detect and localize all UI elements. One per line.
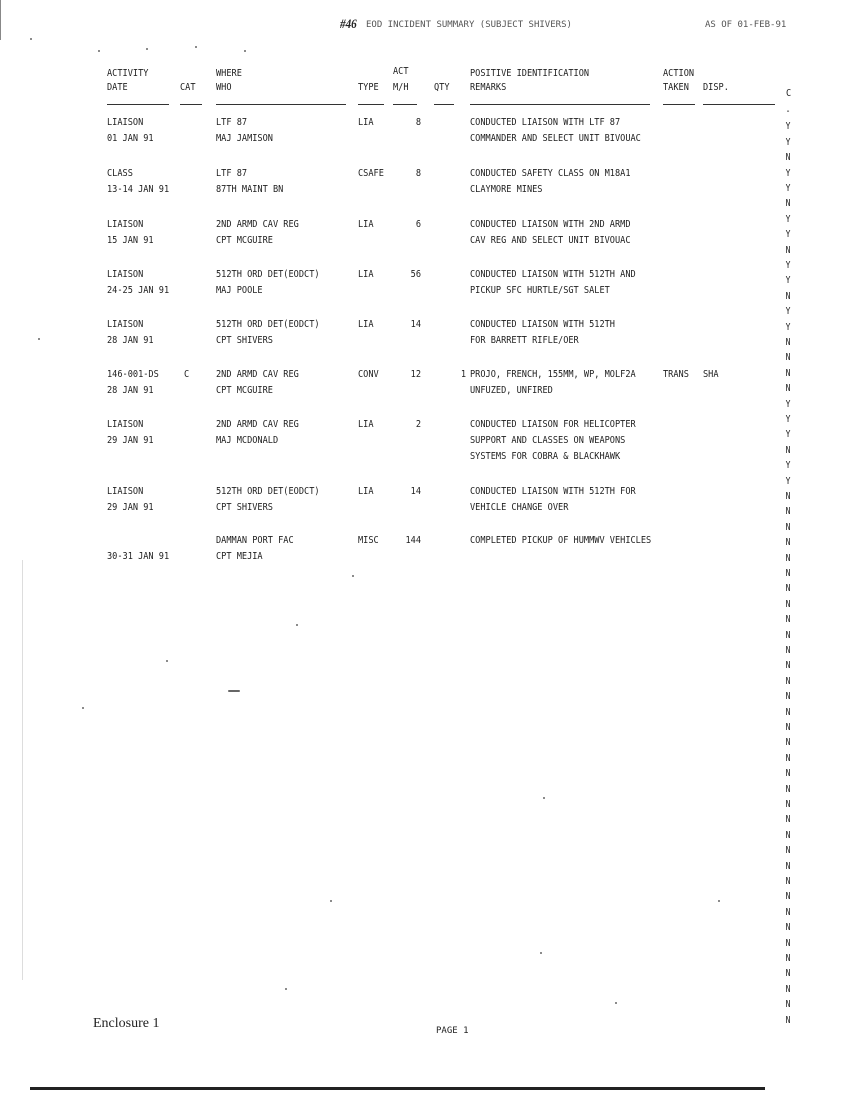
bottom-border xyxy=(30,1087,765,1090)
flag-mark: N xyxy=(785,829,791,841)
flag-mark: N xyxy=(785,629,791,641)
date-cell: 29 JAN 91 xyxy=(107,435,154,446)
flag-mark: Y xyxy=(785,213,791,225)
activity-cell: LIAISON xyxy=(107,269,144,280)
flag-mark: Y xyxy=(785,414,791,425)
scan-speck xyxy=(615,1002,617,1004)
remarks-line: VEHICLE CHANGE OVER xyxy=(470,502,569,513)
header-date: AS OF 01-FEB-91 xyxy=(705,20,787,30)
where-cell: 2ND ARMD CAV REG xyxy=(216,369,299,380)
mh-cell: 8 xyxy=(415,168,421,179)
col-date: DATE xyxy=(107,82,128,93)
remarks-line: CAV REG AND SELECT UNIT BIVOUAC xyxy=(470,235,631,246)
flag-mark: Y xyxy=(785,229,791,241)
flag-mark: N xyxy=(785,860,791,872)
mh-cell: 144 xyxy=(405,535,421,546)
flag-mark: N xyxy=(785,290,791,302)
type-cell: LIA xyxy=(358,219,374,230)
mh-cell: 2 xyxy=(415,419,421,430)
flag-mark: N xyxy=(785,598,791,610)
date-cell: 01 JAN 91 xyxy=(107,133,154,144)
who-cell: CPT MCGUIRE xyxy=(216,235,273,246)
remarks-line: SYSTEMS FOR COBRA & BLACKHAWK xyxy=(470,451,621,462)
scan-speck xyxy=(98,50,100,52)
action-taken-cell: TRANS xyxy=(663,369,689,380)
flag-mark: N xyxy=(785,244,791,256)
flag-mark: N xyxy=(785,1014,791,1026)
flag-mark: Y xyxy=(785,275,791,287)
col-disp: DISP. xyxy=(703,82,729,93)
flag-mark: N xyxy=(785,891,791,903)
flag-mark: N xyxy=(785,691,791,703)
mh-cell: 6 xyxy=(415,219,421,230)
type-cell: MISC xyxy=(358,535,379,546)
mh-cell: 14 xyxy=(410,319,421,330)
flag-mark: Y xyxy=(785,321,791,333)
date-cell: 29 JAN 91 xyxy=(107,502,154,513)
mh-cell: 8 xyxy=(415,117,421,128)
remarks-line: CONDUCTED LIAISON FOR HELICOPTER xyxy=(470,419,636,430)
who-cell: MAJ MCDONALD xyxy=(216,435,279,446)
flag-mark: Y xyxy=(785,398,791,410)
scan-speck xyxy=(330,900,332,902)
flag-mark: N xyxy=(785,999,791,1011)
remarks-line: CONDUCTED LIAISON WITH LTF 87 xyxy=(470,117,621,128)
col-type: TYPE xyxy=(358,82,379,93)
scan-speck xyxy=(244,50,246,52)
flag-mark: N xyxy=(785,352,791,364)
col-cat: CAT xyxy=(180,82,196,93)
flag-mark: Y xyxy=(785,260,791,271)
flag-mark: N xyxy=(785,906,791,918)
flag-mark: Y xyxy=(785,475,791,487)
who-cell: CPT SHIVERS xyxy=(216,502,273,513)
col-positive-id: POSITIVE IDENTIFICATION xyxy=(470,68,590,79)
scan-speck xyxy=(296,624,298,626)
scan-speck xyxy=(38,338,40,340)
flag-mark: N xyxy=(785,937,791,949)
header-rule xyxy=(393,104,417,105)
who-cell: CPT SHIVERS xyxy=(216,335,273,346)
where-cell: LTF 87 xyxy=(216,117,248,128)
handwritten-note: #46 xyxy=(340,16,357,31)
disp-cell: SHA xyxy=(703,369,719,380)
remarks-line: CLAYMORE MINES xyxy=(470,184,543,195)
flag-mark: N xyxy=(785,444,791,456)
qty-cell: 1 xyxy=(460,369,466,380)
scan-speck xyxy=(228,690,240,692)
flag-mark: N xyxy=(785,752,791,764)
flag-mark: - xyxy=(785,106,791,117)
who-cell: MAJ JAMISON xyxy=(216,133,273,144)
flag-mark: N xyxy=(785,198,791,210)
where-cell: 512TH ORD DET(EODCT) xyxy=(216,486,320,497)
flag-mark: N xyxy=(785,521,791,533)
flag-mark: N xyxy=(785,799,791,810)
flag-mark: N xyxy=(785,722,791,733)
flag-mark: Y xyxy=(785,429,791,441)
remarks-line: CONDUCTED SAFETY CLASS ON M18A1 xyxy=(470,168,631,179)
scan-speck xyxy=(30,38,32,40)
col-activity: ACTIVITY xyxy=(107,68,149,79)
header-rule xyxy=(216,104,346,105)
scan-speck xyxy=(82,707,84,709)
flag-mark: N xyxy=(785,568,791,579)
activity-cell: LIAISON xyxy=(107,117,144,128)
scan-speck xyxy=(195,46,197,48)
flag-mark: N xyxy=(785,968,791,980)
flag-mark: N xyxy=(785,152,791,164)
type-cell: LIA xyxy=(358,319,374,330)
type-cell: CONV xyxy=(358,369,379,380)
header-rule xyxy=(703,104,775,105)
flag-mark: N xyxy=(785,983,791,995)
col-mh: M/H xyxy=(393,82,409,93)
type-cell: LIA xyxy=(358,419,374,430)
date-cell: 28 JAN 91 xyxy=(107,385,154,396)
flag-mark: N xyxy=(785,737,791,749)
cat-cell: C xyxy=(184,369,190,380)
remarks-line: PROJO, FRENCH, 155MM, WP, MOLF2A xyxy=(470,369,636,380)
flag-mark: Y xyxy=(785,121,791,133)
flag-mark: Y xyxy=(785,167,791,179)
where-cell: 512TH ORD DET(EODCT) xyxy=(216,319,320,330)
type-cell: LIA xyxy=(358,269,374,280)
flag-mark: N xyxy=(785,491,791,502)
col-taken: TAKEN xyxy=(663,82,689,93)
flag-mark: N xyxy=(785,614,791,626)
scan-edge xyxy=(22,560,23,980)
col-qty: QTY xyxy=(434,82,450,93)
activity-cell: CLASS xyxy=(107,168,133,179)
header-rule xyxy=(663,104,695,105)
header-rule xyxy=(470,104,650,105)
remarks-line: CONDUCTED LIAISON WITH 512TH AND xyxy=(470,269,636,280)
remarks-line: UNFUZED, UNFIRED xyxy=(470,385,553,396)
col-who: WHO xyxy=(216,82,232,93)
header-rule xyxy=(434,104,454,105)
flag-mark: N xyxy=(785,922,791,934)
type-cell: CSAFE xyxy=(358,168,384,179)
flag-mark: N xyxy=(785,675,791,687)
remarks-line: SUPPORT AND CLASSES ON WEAPONS xyxy=(470,435,626,446)
mh-cell: 56 xyxy=(410,269,421,280)
flag-mark: N xyxy=(785,337,791,348)
header-rule xyxy=(180,104,202,105)
col-action: ACTION xyxy=(663,68,695,79)
scan-speck xyxy=(543,797,545,799)
date-cell: 28 JAN 91 xyxy=(107,335,154,346)
flag-mark: N xyxy=(785,645,791,656)
activity-cell: 146-001-DS xyxy=(107,369,159,380)
date-cell: 15 JAN 91 xyxy=(107,235,154,246)
scan-speck xyxy=(146,48,148,50)
scan-speck xyxy=(166,660,168,662)
flag-mark: N xyxy=(785,506,791,518)
flag-mark: N xyxy=(785,383,791,395)
enclosure-label: Enclosure 1 xyxy=(93,1016,160,1031)
flag-mark: N xyxy=(785,845,791,857)
remarks-line: CONDUCTED LIAISON WITH 512TH FOR xyxy=(470,486,636,497)
col-remarks: REMARKS xyxy=(470,82,507,93)
document-title: EOD INCIDENT SUMMARY (SUBJECT SHIVERS) xyxy=(366,20,572,30)
scan-speck xyxy=(352,575,354,577)
who-cell: 87TH MAINT BN xyxy=(216,184,284,195)
flag-mark: Y xyxy=(785,136,791,148)
flag-mark: N xyxy=(785,660,791,672)
flag-mark: N xyxy=(785,768,791,780)
flag-mark: Y xyxy=(785,460,791,472)
flag-mark: N xyxy=(785,876,791,887)
where-cell: 2ND ARMD CAV REG xyxy=(216,419,299,430)
activity-cell: LIAISON xyxy=(107,219,144,230)
remarks-line: CONDUCTED LIAISON WITH 512TH xyxy=(470,319,615,330)
flag-mark: N xyxy=(785,367,791,379)
date-cell: 30-31 JAN 91 xyxy=(107,551,170,562)
scan-speck xyxy=(540,952,542,954)
col-act: ACT xyxy=(393,66,409,77)
header-rule xyxy=(107,104,169,105)
flag-mark: N xyxy=(785,953,791,964)
scan-speck xyxy=(718,900,720,902)
scan-edge xyxy=(0,0,1,40)
activity-cell: LIAISON xyxy=(107,419,144,430)
flag-mark: N xyxy=(785,706,791,718)
who-cell: CPT MCGUIRE xyxy=(216,385,273,396)
scan-speck xyxy=(285,988,287,990)
where-cell: DAMMAN PORT FAC xyxy=(216,535,294,546)
col-c: C xyxy=(786,88,792,99)
remarks-line: FOR BARRETT RIFLE/OER xyxy=(470,335,579,346)
date-cell: 24-25 JAN 91 xyxy=(107,285,170,296)
activity-cell: LIAISON xyxy=(107,486,144,497)
flag-mark: Y xyxy=(785,183,791,194)
type-cell: LIA xyxy=(358,486,374,497)
mh-cell: 14 xyxy=(410,486,421,497)
remarks-line: CONDUCTED LIAISON WITH 2ND ARMD xyxy=(470,219,631,230)
remarks-line: COMPLETED PICKUP OF HUMMWV VEHICLES xyxy=(470,535,652,546)
col-where: WHERE xyxy=(216,68,242,79)
flag-mark: N xyxy=(785,783,791,795)
where-cell: 512TH ORD DET(EODCT) xyxy=(216,269,320,280)
who-cell: CPT MEJIA xyxy=(216,551,263,562)
flag-mark: N xyxy=(785,583,791,595)
where-cell: LTF 87 xyxy=(216,168,248,179)
flag-mark: N xyxy=(785,552,791,564)
flag-mark: N xyxy=(785,537,791,549)
where-cell: 2ND ARMD CAV REG xyxy=(216,219,299,230)
header-rule xyxy=(358,104,384,105)
who-cell: MAJ POOLE xyxy=(216,285,263,296)
remarks-line: PICKUP SFC HURTLE/SGT SALET xyxy=(470,285,610,296)
activity-cell: LIAISON xyxy=(107,319,144,330)
flag-mark: Y xyxy=(785,306,791,318)
flag-mark: N xyxy=(785,814,791,826)
type-cell: LIA xyxy=(358,117,374,128)
remarks-line: COMMANDER AND SELECT UNIT BIVOUAC xyxy=(470,133,641,144)
mh-cell: 12 xyxy=(410,369,421,380)
page-number: PAGE 1 xyxy=(436,1026,469,1036)
date-cell: 13-14 JAN 91 xyxy=(107,184,170,195)
